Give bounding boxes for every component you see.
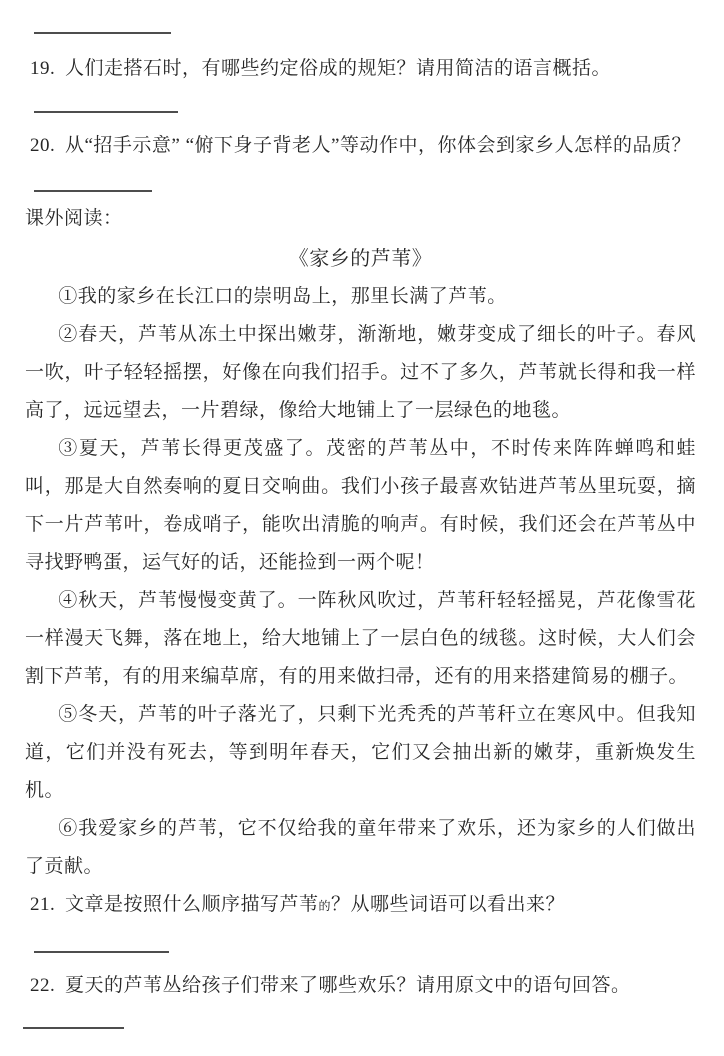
reading-passage [25,240,696,886]
document-page [0,32,724,1056]
question-text [65,886,696,925]
answer-blank-line [34,32,171,34]
question-text: 从“招手示意” “俯下身子背老人”等动作中，你体会到家乡人怎样的品质？ [65,135,691,156]
answer-blank-line [34,111,178,113]
question-number: 21. [30,894,56,915]
answer-blank-line [34,190,152,192]
section-label: 课外阅读： [25,208,123,229]
passage-paragraph: ⑥我爱家乡的芦苇，它不仅给我的童年带来了欢乐，还为家乡的人们做出了贡献。 [25,818,696,877]
question-text-small: 的 [318,899,332,913]
question-text-rest: ？从哪些词语可以看出来？ [331,894,566,915]
question-text-main: 文章是按照什么顺序描写芦苇 [65,894,319,915]
question-number: 22. [30,975,56,996]
answer-blank-line [34,951,169,953]
question-20 [25,127,696,165]
passage-paragraph: ②春天，芦苇从冻土中探出嫩芽，渐渐地，嫩芽变成了细长的叶子。春风一吹，叶子轻轻摇摆，好像在向我们招手。过不了多久，芦苇就长得和我一样高了，远远望去，一片碧绿，像给大地铺上了一层绿色的地毯。 [25,324,696,421]
answer-blank-line [23,1027,124,1029]
passage-paragraph: ①我的家乡在长江口的崇明岛上，那里长满了芦苇。 [58,286,507,307]
question-text: 夏天的芦苇丛给孩子们带来了哪些欢乐？请用原文中的语句回答。 [65,975,631,996]
question-number: 19. [30,58,56,79]
question-text: 人们走搭石时，有哪些约定俗成的规矩？请用简洁的语言概括。 [65,58,612,79]
passage-paragraph: ④秋天，芦苇慢慢变黄了。一阵秋风吹过，芦苇秆轻轻摇晃，芦花像雪花一样漫天飞舞，落在地上，给大地铺上了一层白色的绒毯。这时候，大人们会割下芦苇，有的用来编草席，有的用来做扫帚，还有的用来搭建简易的棚子。 [25,590,696,687]
question-22 [25,967,696,1005]
passage-paragraph: ③夏天，芦苇长得更茂盛了。茂密的芦苇丛中，不时传来阵阵蝉鸣和蛙叫，那是大自然奏响的夏日交响曲。我们小孩子最喜欢钻进芦苇丛里玩耍，摘下一片芦苇叶，卷成哨子，能吹出清脆的响声。有时候，我们还会在芦苇丛中寻找野鸭蛋，运气好的话，还能捡到一两个呢！ [25,438,696,573]
question-19 [25,50,696,88]
question-21 [25,886,696,925]
passage-paragraph: ⑤冬天，芦苇的叶子落光了，只剩下光秃秃的芦苇秆立在寒风中。但我知道，它们并没有死去，等到明年春天，它们又会抽出新的嫩芽，重新焕发生机。 [25,704,696,801]
question-number: 20. [30,135,56,156]
passage-title: 《家乡的芦苇》 [288,248,433,270]
